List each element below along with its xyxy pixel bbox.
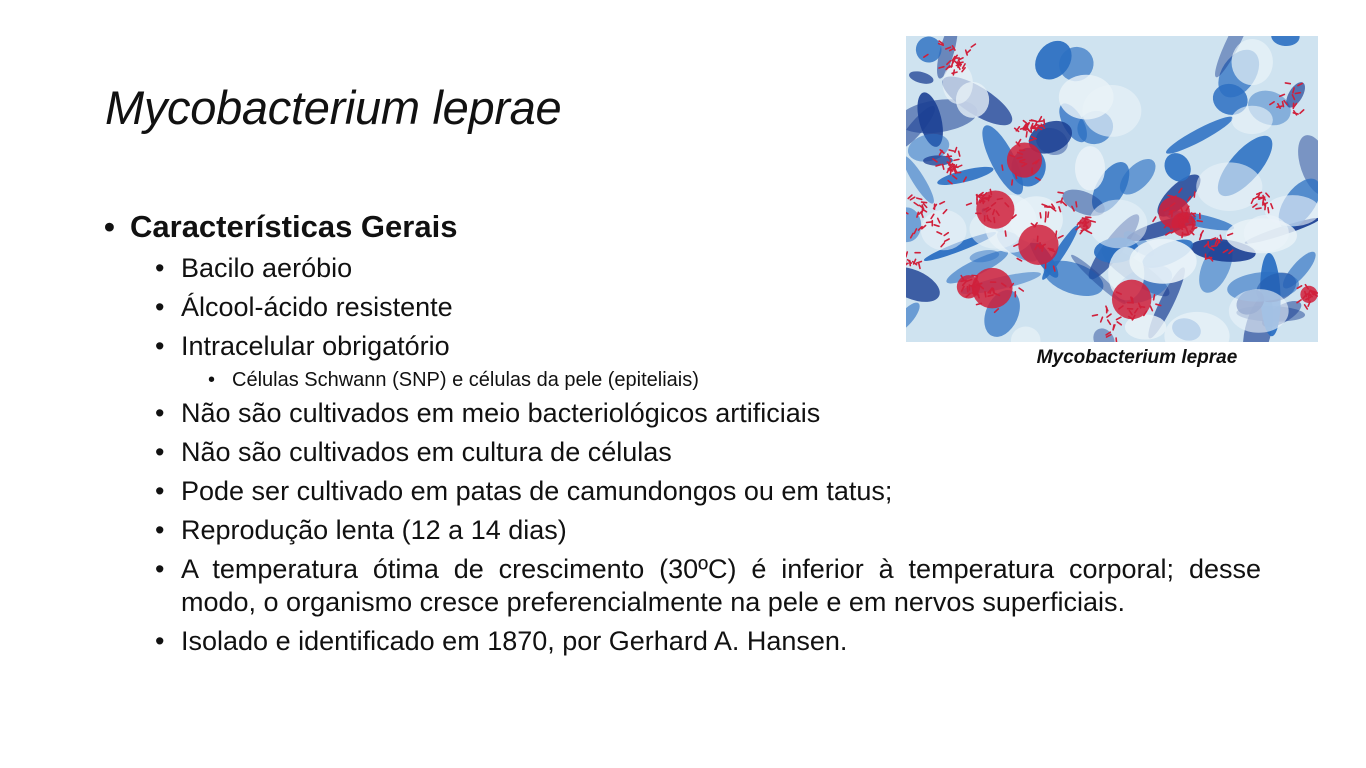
list-item <box>104 472 1264 511</box>
list-item <box>104 511 1264 550</box>
bullet-icon: • <box>155 253 165 283</box>
bullet-icon: • <box>155 554 165 584</box>
section-heading: Características Gerais <box>130 209 458 244</box>
list-item-text: Álcool-ácido resistente <box>181 292 453 322</box>
list-item-text: Bacilo aeróbio <box>181 253 353 283</box>
list-item-text: Não são cultivados em cultura de células <box>181 437 672 467</box>
bullet-icon: • <box>104 209 115 244</box>
list-item <box>104 622 1264 661</box>
list-item-text: Isolado e identificado em 1870, por Gerhard A. Hansen. <box>181 626 848 656</box>
list-item-text: A temperatura ótima de crescimento (30ºC) é inferior à temperatura corporal; desse modo, o organismo cresce preferencialmente na pele e em nervos superficiais. <box>181 554 1261 617</box>
list-item-text: Não são cultivados em meio bacteriológicos artificiais <box>181 398 821 428</box>
micrograph-drawing <box>906 36 1318 342</box>
bullet-icon: • <box>155 515 165 545</box>
list-item-text: Pode ser cultivado em patas de camundongos ou em tatus; <box>181 476 893 506</box>
slide-title: Mycobacterium leprae <box>105 81 562 134</box>
sub-list-item-text: Células Schwann (SNP) e células da pele (epiteliais) <box>232 369 699 391</box>
bullet-icon: • <box>155 626 165 656</box>
bullet-icon: • <box>155 398 165 428</box>
list-item <box>104 433 1264 472</box>
list-item-text: Intracelular obrigatório <box>181 331 450 361</box>
bullet-icon: • <box>155 437 165 467</box>
sub-list-item <box>104 366 1264 394</box>
bullet-icon: • <box>155 331 165 361</box>
figure-caption: Mycobacterium leprae <box>1036 347 1238 368</box>
micrograph-image <box>906 36 1318 342</box>
bullet-icon: • <box>208 369 216 391</box>
list-item <box>104 394 1264 433</box>
list-item <box>104 550 1264 622</box>
bullet-icon: • <box>155 292 165 322</box>
list-item-text: Reprodução lenta (12 a 14 dias) <box>181 515 567 545</box>
bullet-icon: • <box>155 476 165 506</box>
